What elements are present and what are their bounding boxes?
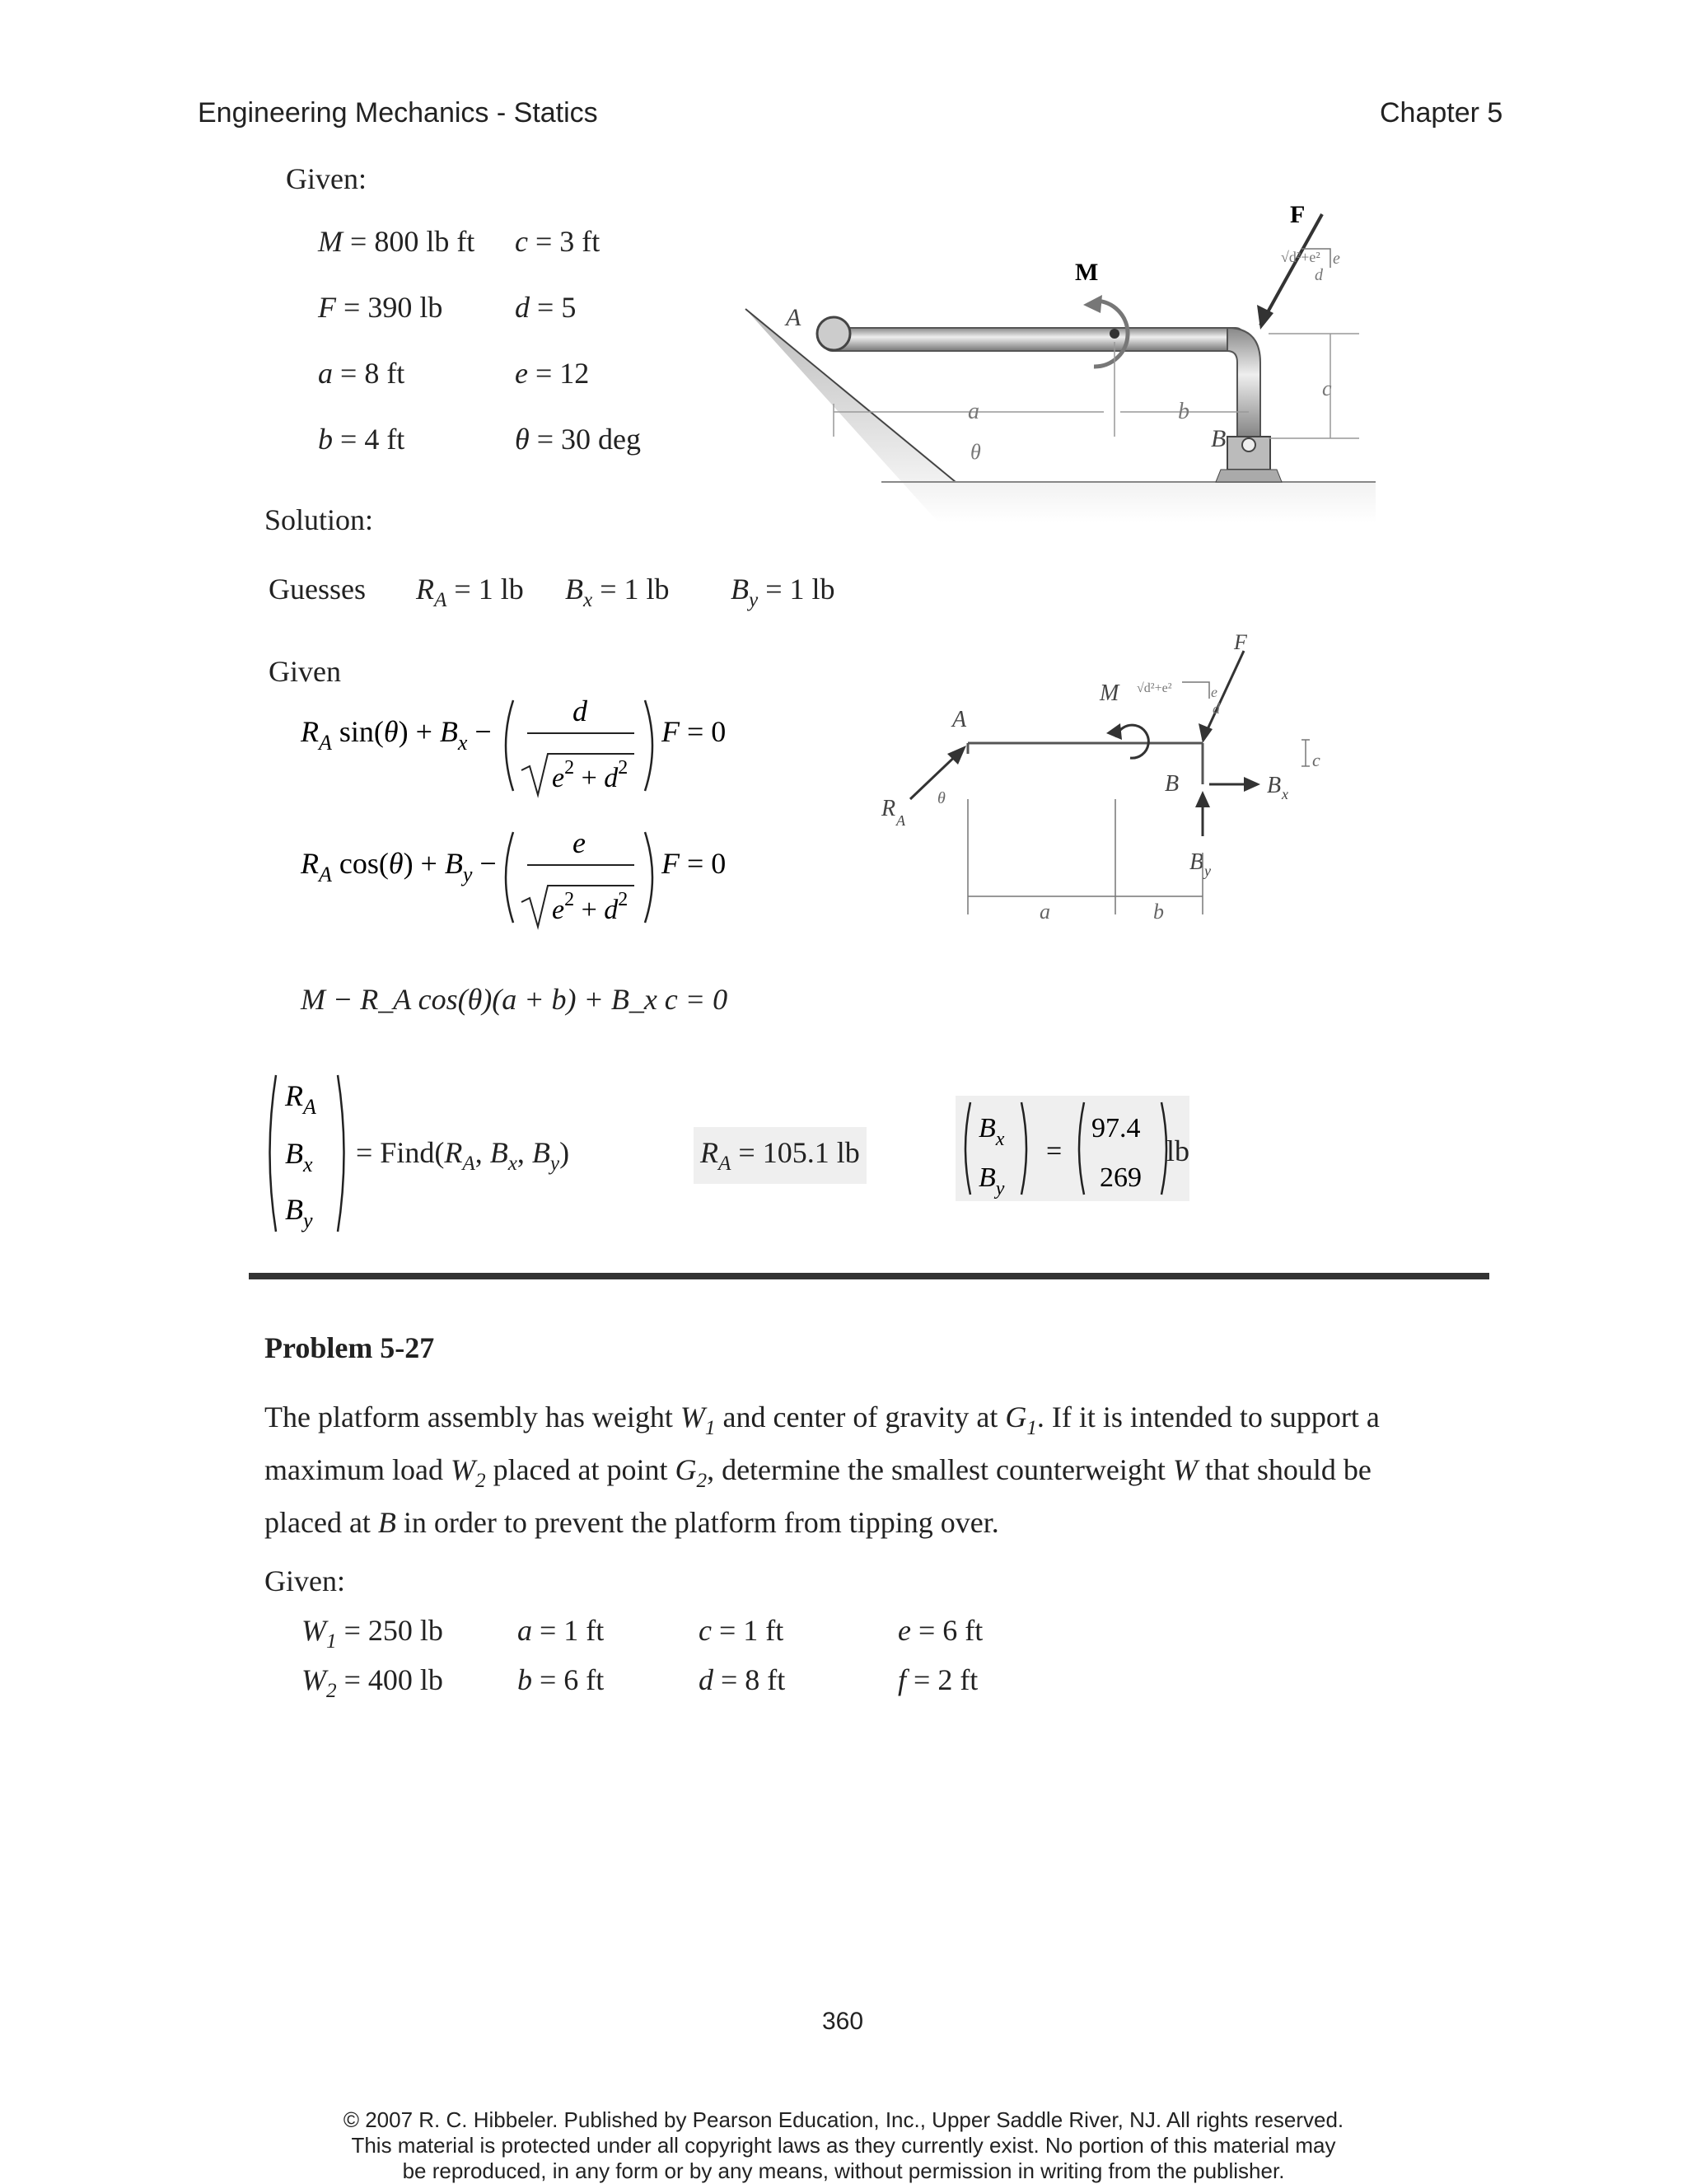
svg-text:x: x [1282, 786, 1288, 802]
given-label-2: Given: [264, 1564, 345, 1597]
svg-text:By: $B_y$ [979, 1162, 1005, 1200]
result-B-box [956, 1096, 1189, 1201]
given-W2: $W_2 = 400$ lb [301, 1663, 443, 1702]
solution-label: Solution: [264, 503, 374, 536]
find-call: = $Find(R_A$, $B_x$, $B_y$) [356, 1136, 570, 1175]
svg-text:e2 + d2: $e^2 + d^2$ [552, 757, 629, 793]
svg-text:By: $B_y$ [285, 1193, 313, 1232]
svg-text:RA: $R_A$ [285, 1079, 316, 1119]
label-a: a [968, 399, 979, 424]
svg-text:Bx: $B_x$ [979, 1113, 1005, 1150]
fbd-label-theta: θ [937, 789, 946, 807]
svg-text:d: d [572, 694, 587, 727]
svg-text:RA sin(θ) + Bx −: $R_A$ $\sin(\theta) + B_x$ − [301, 715, 492, 755]
label-c: c [1322, 376, 1332, 400]
svg-text:√d²+e²: √d²+e² [1137, 681, 1172, 695]
given2-d: d = 8 ft [699, 1663, 786, 1696]
given-label: Given: [286, 162, 367, 195]
given2-c: c = 1 ft [699, 1614, 784, 1647]
fbd-label-Bx: B [1267, 773, 1282, 798]
fbd-label-By: B [1189, 849, 1204, 875]
given-b: b = 4 ft [318, 423, 405, 456]
svg-text:F = 0: F = 0 [661, 847, 727, 880]
footer-line-1: © 2007 R. C. Hibbeler. Published by Pearson Education, Inc., Upper Saddle River, NJ. All rights reserved. [343, 2107, 1344, 2132]
given-M: M = 800 lb ft [318, 225, 475, 258]
equation-3: M − R_A cos(θ)(a + b) + B_x c = 0 [301, 983, 728, 1016]
fbd-label-a: a [1040, 900, 1050, 924]
given2-label: Given [269, 655, 341, 688]
result-By-value: 269 [1100, 1162, 1142, 1193]
fbd-label-c: c [1312, 750, 1320, 770]
svg-text:e: e [572, 826, 586, 859]
footer-line-2: This material is protected under all copyright laws as they currently exist. No portion of this material may [351, 2133, 1336, 2158]
given-a: a = 8 ft [318, 357, 405, 390]
label-B: B [1211, 425, 1227, 452]
guess-By: $B_y = 1$ lb [731, 573, 835, 611]
fbd-label-A: A [952, 707, 967, 732]
problem-statement: The platform assembly has weight $W_1$ and center of gravity at $G_1$. If it is intended to support a maximum load $W_2$ placed at point $G_2$, determine the smallest counterweight W that should be placed at B in order to prevent the platform from tipping over. [264, 1401, 1380, 1539]
given-W1: $W_1 = 250$ lb [301, 1614, 443, 1653]
fbd-label-M: M [1100, 680, 1119, 706]
given-e: e = 12 [515, 357, 590, 390]
fbd-label-B: B [1165, 771, 1180, 797]
problem-title: Problem 5-27 [264, 1331, 435, 1364]
svg-text:RA cos(θ) + By −: $R_A$ $\cos(\theta) + B_y$ − [301, 847, 497, 886]
given2-a: a = 1 ft [517, 1614, 605, 1647]
svg-text:e2 + d2: $e^2 + d^2$ [552, 889, 629, 925]
svg-text:Bx: $B_x$ [285, 1137, 313, 1176]
guesses-label: Guesses [269, 573, 366, 606]
fbd-label-F: F [1234, 634, 1247, 654]
equation-1 [292, 692, 754, 807]
beam-pipe [824, 328, 1244, 351]
page-number: 360 [822, 2008, 864, 2035]
svg-text:F = 0: F = 0 [661, 715, 727, 748]
fbd-label-b: b [1153, 900, 1164, 924]
given-d: d = 5 [515, 291, 577, 324]
roller-A [817, 317, 850, 350]
label-e: e [1333, 250, 1340, 268]
copyright-footer [0, 2107, 1687, 2184]
result-Bx-value: 97.4 [1091, 1113, 1141, 1143]
fbd-label-d: d [1213, 700, 1220, 717]
result-RA-box: $R_A = 105.1$ lb [694, 1127, 867, 1184]
unknowns-vector [264, 1071, 362, 1236]
header-title: Engineering Mechanics - Statics [198, 97, 598, 129]
result-unit: lb [1166, 1134, 1190, 1167]
svg-text:A: A [896, 812, 905, 829]
label-F: F [1290, 201, 1306, 228]
bracket-figure [733, 198, 1376, 527]
given2-b: b = 6 ft [517, 1663, 605, 1696]
svg-text:y: y [1204, 863, 1211, 879]
guess-Bx: $B_x = 1$ lb [565, 573, 670, 611]
svg-text:=: = [1046, 1136, 1063, 1167]
section-divider [249, 1273, 1489, 1279]
given-c: c = 3 ft [515, 225, 600, 258]
label-b: b [1178, 399, 1189, 424]
given2-f: f = 2 ft [898, 1663, 979, 1696]
guess-RA: $R_A = 1$ lb [416, 573, 524, 611]
fbd-label-e: e [1211, 684, 1217, 700]
footer-line-3: be reproduced, in any form or by any means, without permission in writing from the publisher. [402, 2158, 1285, 2183]
given-F: F = 390 lb [318, 291, 443, 324]
svg-text:√d²+e²: √d²+e² [1281, 249, 1320, 265]
given2-e: e = 6 ft [898, 1614, 984, 1647]
header-chapter: Chapter 5 [1380, 97, 1503, 129]
label-A: A [786, 304, 801, 331]
label-theta: θ [970, 440, 981, 464]
free-body-diagram [873, 634, 1334, 939]
label-M: M [1075, 259, 1099, 286]
fbd-moment-arc [1116, 725, 1148, 758]
force-F-arrow [1260, 214, 1322, 325]
given-theta: θ = 30 deg [515, 423, 641, 456]
label-d: d [1315, 266, 1323, 284]
equation-2 [292, 824, 754, 939]
fbd-label-RA: R [881, 796, 896, 821]
